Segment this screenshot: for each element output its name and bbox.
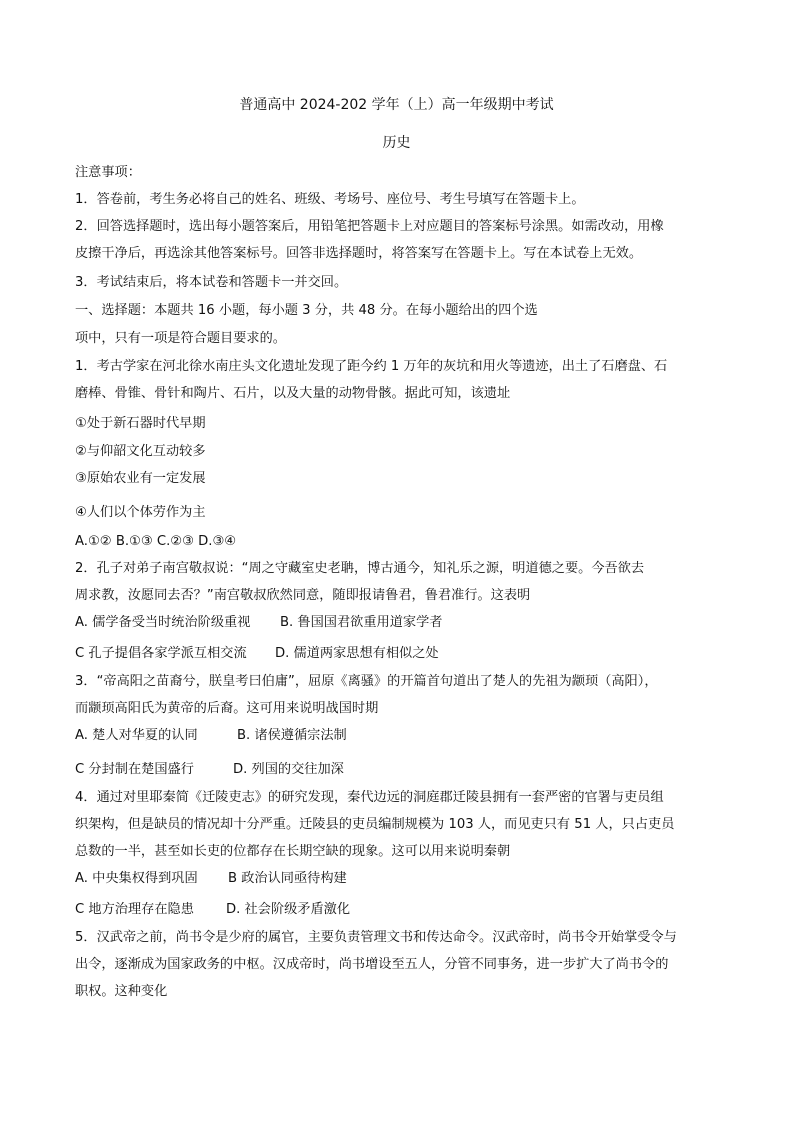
q1-stem-line-1: 1．考古学家在河北徐水南庄头文化遗址发现了距今约 1 万年的灰坑和用火等遗迹，出土了石磨盘、石 <box>75 359 668 374</box>
q1-statement-1: ①处于新石器时代早期 <box>75 416 206 431</box>
notice-heading: 注意事项： <box>75 165 141 180</box>
q1-statement-4: ④人们以个体劳作为主 <box>75 505 206 520</box>
q1-stem-line-2: 磨棒、骨锥、骨针和陶片、石片，以及大量的动物骨骸。据此可知，该遗址 <box>75 386 511 401</box>
q4-option-d: D. 社会阶级矛盾激化 <box>226 902 351 917</box>
q1-statement-3: ③原始农业有一定发展 <box>75 471 206 486</box>
q3-stem-line-2: 而颛顼高阳氏为黄帝的后裔。这可用来说明战国时期 <box>75 701 379 716</box>
q3-option-c: C 分封制在楚国盛行 <box>75 762 194 777</box>
q4-option-b: B 政治认同亟待构建 <box>228 871 347 886</box>
q2-option-b: B. 鲁国国君欲重用道家学者 <box>280 615 443 630</box>
q4-stem-line-1: 4．通过对里耶秦简《迁陵吏志》的研究发现，秦代边远的洞庭郡迁陵县拥有一套严密的官署与吏员组 <box>75 790 664 805</box>
q3-option-a: A. 楚人对华夏的认同 <box>75 728 198 743</box>
q1-options: A.①② B.①③ C.②③ D.③④ <box>75 534 237 549</box>
exam-title: 普通高中 2024-202 学年（上）高一年级期中考试 <box>239 97 554 113</box>
q2-option-d: D. 儒道两家思想有相似之处 <box>275 646 439 661</box>
q5-stem-line-2: 出令，逐渐成为国家政务的中枢。汉成帝时，尚书增设至五人，分管不同事务，进一步扩大了尚书令的 <box>75 957 669 972</box>
notice-item-2-line-2: 皮擦干净后，再选涂其他答案标号。回答非选择题时，将答案写在答题卡上。写在本试卷上无效。 <box>75 246 643 261</box>
notice-item-1: 1．答卷前，考生务必将自己的姓名、班级、考场号、座位号、考生号填写在答题卡上。 <box>75 192 585 207</box>
q5-stem-line-3: 职权。这种变化 <box>75 984 168 999</box>
notice-item-2-line-1: 2．回答选择题时，选出每小题答案后，用铅笔把答题卡上对应题目的答案标号涂黑。如需改动，用橡 <box>75 219 664 234</box>
q3-stem-line-1: 3．“帝高阳之苗裔兮，朕皇考曰伯庸”，屈原《离骚》的开篇首句道出了楚人的先祖为颛顼（高阳）， <box>75 674 658 689</box>
q2-stem-line-1: 2．孔子对弟子南宫敬叔说：“周之守藏室史老聃，博古通今，知礼乐之源，明道德之要。今吾欲去 <box>75 561 645 576</box>
subject-title: 历史 <box>382 135 411 151</box>
q4-stem-line-3: 总数的一半，甚至如长吏的位都存在长期空缺的现象。这可以用来说明秦朝 <box>75 844 511 859</box>
section-heading-line-1: 一、选择题：本题共 16 小题，每小题 3 分，共 48 分。在每小题给出的四个选 <box>75 303 538 318</box>
q2-option-c: C 孔子提倡各家学派互相交流 <box>75 646 247 661</box>
q3-option-d: D. 列国的交往加深 <box>233 762 344 777</box>
q1-statement-2: ②与仰韶文化互动较多 <box>75 444 206 459</box>
notice-item-3: 3．考试结束后，将本试卷和答题卡一并交回。 <box>75 275 348 290</box>
q5-stem-line-1: 5．汉武帝之前，尚书令是少府的属官，主要负责管理文书和传达命令。汉武帝时，尚书令开始掌受令与 <box>75 930 677 945</box>
q4-option-c: C 地方治理存在隐患 <box>75 902 194 917</box>
q3-option-b: B. 诸侯遵循宗法制 <box>237 728 347 743</box>
q4-stem-line-2: 织架构，但是缺员的情况却十分严重。迁陵县的吏员编制规模为 103 人，而见吏只有 51 人，只占吏员 <box>75 817 675 832</box>
q4-option-a: A. 中央集权得到巩固 <box>75 871 198 886</box>
q2-option-a: A. 儒学备受当时统治阶级重视 <box>75 615 251 630</box>
q2-stem-line-2: 周求教，汝愿同去否？”南宫敬叔欣然同意，随即报请鲁君，鲁君准行。这表明 <box>75 588 531 603</box>
section-heading-line-2: 项中，只有一项是符合题目要求的。 <box>75 331 286 346</box>
